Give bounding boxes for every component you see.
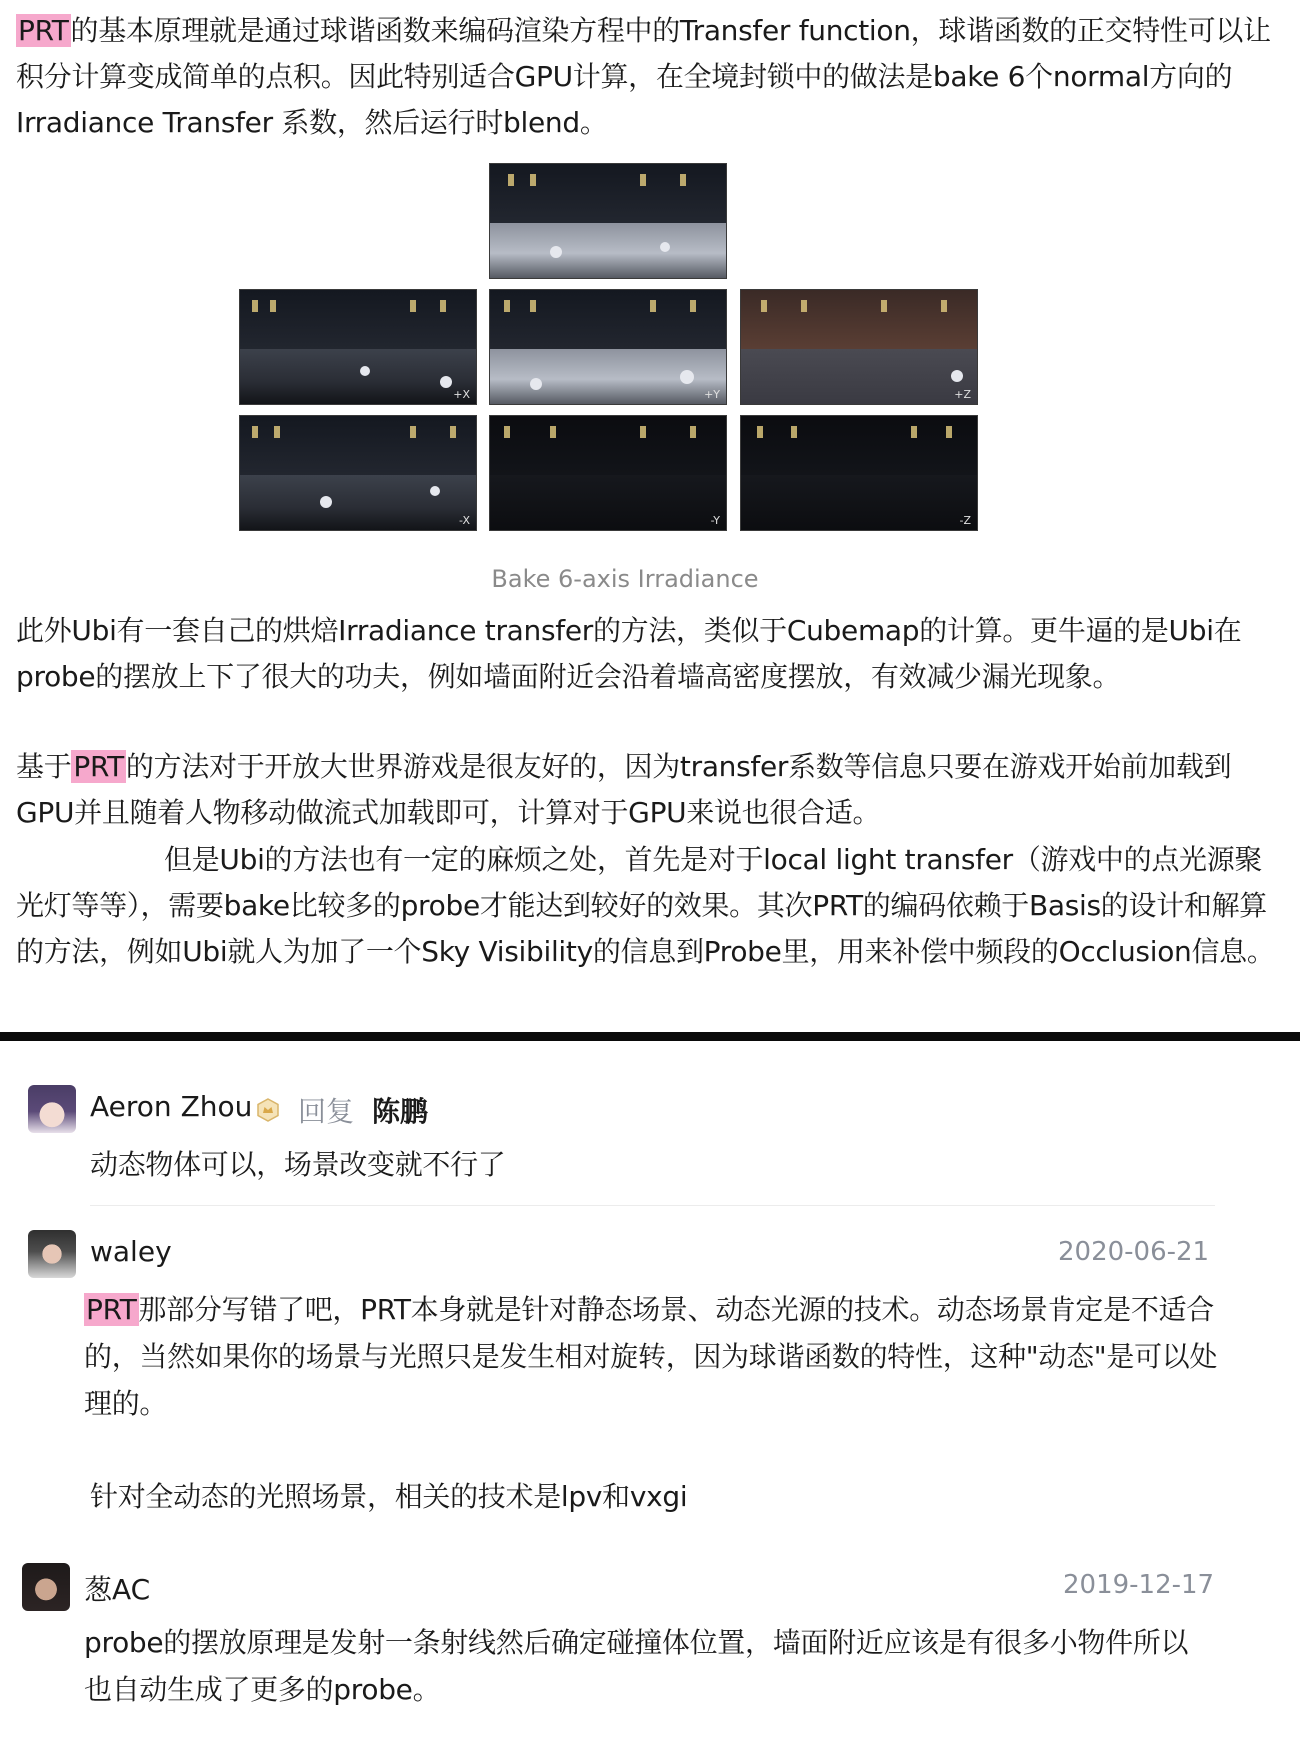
irradiance-tile-minus-x (239, 415, 477, 531)
irradiance-tile-plus-y (489, 289, 727, 405)
irradiance-tile-minus-z (740, 415, 978, 531)
irradiance-tile-plus-z (740, 289, 978, 405)
irradiance-figure (0, 160, 1300, 593)
comment-author[interactable]: waley (90, 1235, 172, 1268)
avatar[interactable] (28, 1230, 76, 1278)
paragraph-ubi-drawbacks: 但是Ubi的方法也有一定的麻烦之处，首先是对于local light transfer（游戏中的点光源聚光灯等等），需要bake比较多的probe才能达到较好的效果。其次PRT的编码依赖于Basis的设计和解算的方法，例如Ubi就人为加了一个Sky Visibility的信息到Probe里，用来补偿中频段的Occlusion信息。 (16, 843, 1275, 968)
paragraph-ubi-bake: 此外Ubi有一套自己的烘焙Irradiance transfer的方法，类似于Cubemap的计算。更牛逼的是Ubi在probe的摆放上下了很大的功夫，例如墙面附近会沿着墙高密度摆放，有效减少漏光现象。 (16, 614, 1242, 693)
axis-label: -Y (710, 514, 720, 527)
comment-author[interactable]: Aeron Zhou (90, 1090, 253, 1123)
axis-label: +Z (954, 388, 971, 401)
axis-label: -X (459, 514, 470, 527)
search-highlight: PRT (73, 750, 124, 783)
search-highlight: PRT (86, 1293, 137, 1326)
comment-body-followup: 针对全动态的光照场景，相关的技术是lpv和vxgi (90, 1480, 688, 1513)
comment-body: PRT那部分写错了吧，PRT本身就是针对静态场景、动态光源的技术。动态场景肯定是不适合的，当然如果你的场景与光照只是发生相对旋转，因为球谐函数的特性，这种"动态"是可以处理的。 (84, 1293, 1218, 1420)
reply-label: 回复 (298, 1095, 355, 1128)
search-highlight: PRT (18, 14, 69, 47)
axis-label: +X (453, 388, 470, 401)
verified-badge-icon (255, 1097, 281, 1123)
irradiance-tile-top (489, 163, 727, 279)
axis-label: -Z (959, 514, 971, 527)
irradiance-tile-plus-x (239, 289, 477, 405)
comment-body: 动态物体可以，场景改变就不行了 (90, 1148, 506, 1181)
paragraph-prt-principle: PRT的基本原理就是通过球谐函数来编码渲染方程中的Transfer function，球谐函数的正交特性可以让积分计算变成简单的点积。因此特别适合GPU计算，在全境封锁中的做法是bake 6个normal方向的Irradiance Transfer 系数，然后运行时blend。 (16, 14, 1271, 139)
reply-target-user[interactable]: 陈鹏 (372, 1095, 429, 1128)
section-divider (0, 1032, 1300, 1041)
comment-date: 2020-06-21 (1058, 1237, 1210, 1267)
avatar[interactable] (28, 1085, 76, 1133)
paragraph-open-world: 基于PRT的方法对于开放大世界游戏是很友好的，因为transfer系数等信息只要在游戏开始前加载到GPU并且随着人物移动做流式加载即可，计算对于GPU来说也很合适。 (16, 750, 1232, 829)
comment-date: 2019-12-17 (1063, 1570, 1215, 1600)
comment-separator (90, 1205, 1215, 1206)
comment-body: probe的摆放原理是发射一条射线然后确定碰撞体位置，墙面附近应该是有很多小物件所以也自动生成了更多的probe。 (84, 1626, 1189, 1706)
avatar[interactable] (22, 1563, 70, 1611)
figure-caption: Bake 6-axis Irradiance (491, 565, 759, 593)
comment-author[interactable]: 葱AC (84, 1573, 151, 1606)
irradiance-tile-minus-y (489, 415, 727, 531)
axis-label: +Y (704, 388, 720, 401)
